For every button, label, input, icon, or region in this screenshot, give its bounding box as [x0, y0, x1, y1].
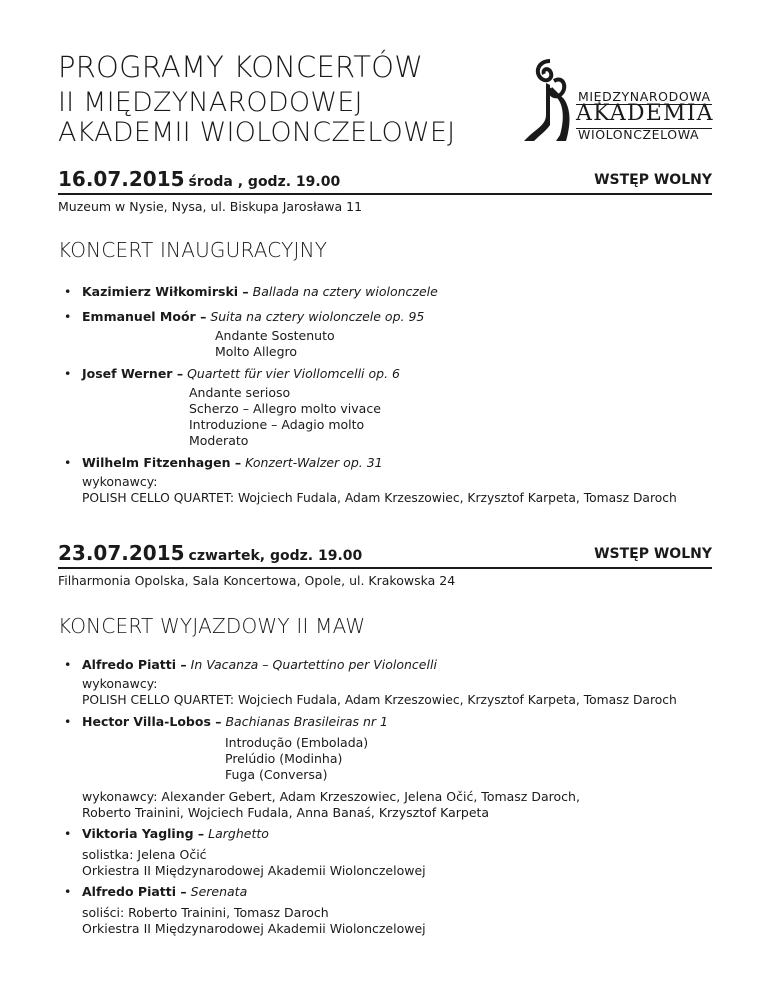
- page-title-line3: AKADEMII WIOLONCZELOWEJ: [58, 117, 456, 148]
- list-item: [82, 657, 437, 673]
- page-title: PROGRAMY KONCERTÓW: [58, 50, 424, 84]
- composer: Emmanuel Moór –: [82, 309, 207, 324]
- concert1-entry: WSTĘP WOLNY: [594, 172, 712, 188]
- movement: Andante Sostenuto: [215, 328, 335, 343]
- concert1-title: KONCERT INAUGURACYJNY: [58, 238, 328, 262]
- performers: POLISH CELLO QUARTET: Wojciech Fudala, Adam Krzeszowiec, Krzysztof Karpeta, Tomasz Daroch: [82, 491, 677, 505]
- performers: wykonawcy: Alexander Gebert, Adam Krzeszowiec, Jelena Očić, Tomasz Daroch,: [82, 789, 580, 804]
- concert1-venue: Muzeum w Nysie, Nysa, ul. Biskupa Jarosława 11: [58, 199, 363, 214]
- movement: Fuga (Conversa): [225, 767, 328, 782]
- list-item: [82, 714, 388, 730]
- list-item: [82, 284, 438, 300]
- list-item: [82, 366, 400, 382]
- bullet: •: [64, 884, 72, 899]
- movement: Introduzione – Adagio molto: [189, 417, 365, 432]
- concert2-date-line: [58, 541, 362, 565]
- list-item: [82, 884, 247, 900]
- movement: Molto Allegro: [215, 344, 298, 359]
- performers-label: wykonawcy:: [82, 474, 158, 489]
- cello-scroll-icon: [520, 55, 576, 145]
- work: Quartett für vier Viollomcelli op. 6: [187, 366, 400, 381]
- work: Ballada na cztery wiolonczele: [252, 284, 438, 299]
- work: Konzert-Walzer op. 31: [245, 455, 383, 470]
- soloist: solistka: Jelena Očić: [82, 847, 207, 862]
- divider: [58, 193, 712, 195]
- logo-text-line1: MIĘDZYNARODOWA: [578, 89, 711, 104]
- bullet: •: [64, 826, 72, 841]
- movement: Introdução (Embolada): [225, 735, 369, 750]
- concert2-title: KONCERT WYJAZDOWY II MAW: [58, 614, 366, 638]
- orchestra: Orkiestra II Międzynarodowej Akademii Wiolonczelowej: [82, 863, 426, 878]
- bullet: •: [64, 657, 72, 672]
- performers: POLISH CELLO QUARTET: Wojciech Fudala, Adam Krzeszowiec, Krzysztof Karpeta, Tomasz Daroch: [82, 693, 677, 707]
- divider: [58, 567, 712, 569]
- concert1-date: 16.07.2015: [58, 167, 185, 191]
- composer: Alfredo Piatti –: [82, 884, 187, 899]
- work: Larghetto: [208, 826, 269, 841]
- logo-text-line2: AKADEMIA: [576, 101, 714, 126]
- bullet: •: [64, 309, 72, 324]
- movement: Scherzo – Allegro molto vivace: [189, 401, 381, 416]
- movement: Andante serioso: [189, 385, 291, 400]
- concert1-date-line: [58, 167, 340, 191]
- concert1-day-time: środa , godz. 19.00: [188, 174, 341, 190]
- page-title-line2: II MIĘDZYNARODOWEJ: [58, 87, 363, 118]
- concert2-day-time: czwartek, godz. 19.00: [188, 548, 363, 564]
- composer: Alfredo Piatti –: [82, 657, 187, 672]
- movement: Prelúdio (Modinha): [225, 751, 343, 766]
- work: Bachianas Brasileiras nr 1: [225, 714, 388, 729]
- soloist: soliści: Roberto Trainini, Tomasz Daroch: [82, 905, 329, 920]
- list-item: [82, 826, 269, 842]
- composer: Kazimierz Wiłkomirski –: [82, 284, 249, 299]
- concert2-entry: WSTĘP WOLNY: [594, 546, 712, 562]
- work: In Vacanza – Quartettino per Violoncelli: [190, 657, 437, 672]
- list-item: [82, 309, 424, 325]
- bullet: •: [64, 455, 72, 470]
- composer: Wilhelm Fitzenhagen –: [82, 455, 242, 470]
- performers: Roberto Trainini, Wojciech Fudala, Anna Banaś, Krzysztof Karpeta: [82, 805, 490, 820]
- bullet: •: [64, 714, 72, 729]
- logo-text-line3: WIOLONCZELOWA: [578, 127, 700, 142]
- performers-label: wykonawcy:: [82, 676, 158, 691]
- work: Serenata: [190, 884, 248, 899]
- work: Suita na cztery wiolonczele op. 95: [210, 309, 425, 324]
- composer: Hector Villa-Lobos –: [82, 714, 222, 729]
- composer: Viktoria Yagling –: [82, 826, 205, 841]
- bullet: •: [64, 366, 72, 381]
- bullet: •: [64, 284, 72, 299]
- academy-logo: [520, 55, 720, 145]
- composer: Josef Werner –: [82, 366, 184, 381]
- orchestra: Orkiestra II Międzynarodowej Akademii Wiolonczelowej: [82, 921, 426, 936]
- concert2-date: 23.07.2015: [58, 541, 185, 565]
- movement: Moderato: [189, 433, 249, 448]
- concert2-venue: Filharmonia Opolska, Sala Koncertowa, Opole, ul. Krakowska 24: [58, 573, 456, 588]
- list-item: [82, 455, 383, 471]
